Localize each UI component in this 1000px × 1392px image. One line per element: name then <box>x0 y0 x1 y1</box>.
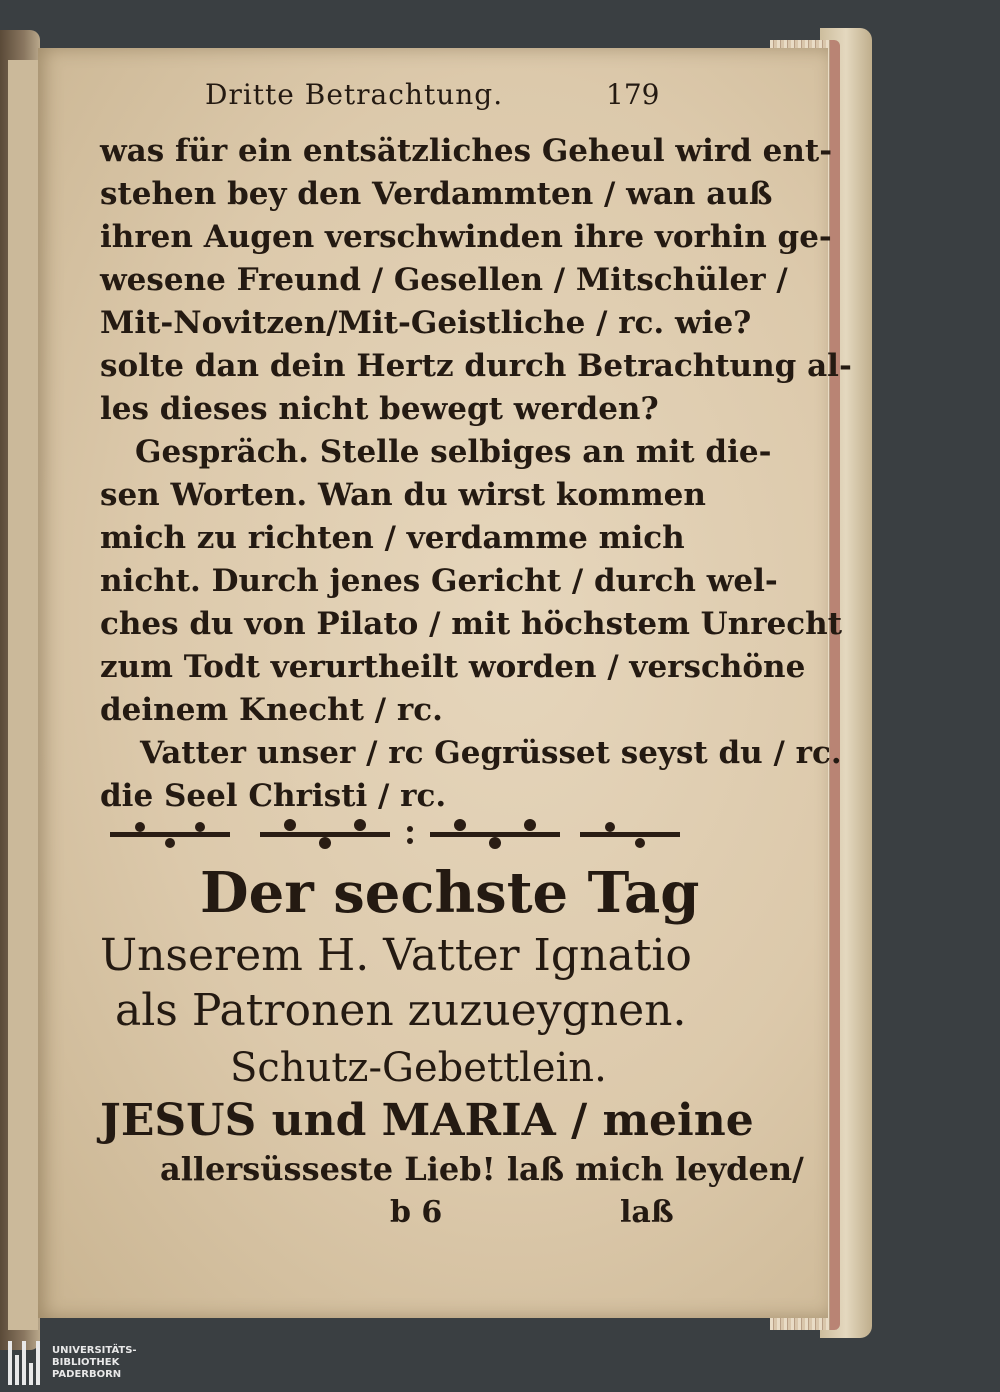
body-line: nicht. Durch jenes Gericht / durch wel- <box>100 563 778 599</box>
catchword: laß <box>620 1195 674 1230</box>
chapter-title: Der sechste Tag <box>200 860 700 926</box>
prayer-heading: Schutz-Gebettlein. <box>230 1045 607 1091</box>
logo-text-line3: PADERBORN <box>52 1369 122 1380</box>
body-line: Vatter unser / rc Gegrüsset seyst du / rc. <box>140 735 842 771</box>
running-header: Dritte Betrachtung. <box>205 78 504 111</box>
logo-text-line1: UNIVERSITÄTS- <box>52 1345 137 1356</box>
prayer-line: allersüsseste Lieb! laß mich leyden/ <box>160 1150 804 1188</box>
body-line: solte dan dein Hertz durch Betrachtung al- <box>100 348 852 384</box>
chapter-subtitle-line1: Unserem H. Vatter Ignatio <box>100 930 692 981</box>
ornamental-divider <box>110 815 680 855</box>
body-line: was für ein entsätzliches Geheul wird ent- <box>100 133 833 169</box>
page-number: 179 <box>606 78 660 111</box>
body-line: die Seel Christi / rc. <box>100 778 447 814</box>
left-page-edge <box>8 60 38 1330</box>
body-line: ches du von Pilato / mit höchstem Unrecht <box>100 606 843 642</box>
body-line: Mit-Novitzen/Mit-Geistliche / rc. wie? <box>100 305 752 341</box>
body-line: Gespräch. Stelle selbiges an mit die- <box>135 434 772 470</box>
body-line: ihren Augen verschwinden ihre vorhin ge- <box>100 219 832 255</box>
chapter-subtitle-line2: als Patronen zuzueygnen. <box>115 985 687 1036</box>
library-logo-icon <box>8 1341 44 1385</box>
body-line: mich zu richten / verdamme mich <box>100 520 685 556</box>
body-line: sen Worten. Wan du wirst kommen <box>100 477 706 513</box>
signature-mark: b 6 <box>390 1195 443 1230</box>
body-line: deinem Knecht / rc. <box>100 692 443 728</box>
body-line: zum Todt verurtheilt worden / verschöne <box>100 649 806 685</box>
body-line: stehen bey den Verdammten / wan auß <box>100 176 773 212</box>
prayer-line: JESUS und MARIA / meine <box>100 1095 754 1146</box>
library-logo <box>8 1340 137 1386</box>
body-line: les dieses nicht bewegt werden? <box>100 391 659 427</box>
body-line: wesene Freund / Gesellen / Mitschüler / <box>100 262 788 298</box>
logo-text-line2: BIBLIOTHEK <box>52 1357 120 1368</box>
